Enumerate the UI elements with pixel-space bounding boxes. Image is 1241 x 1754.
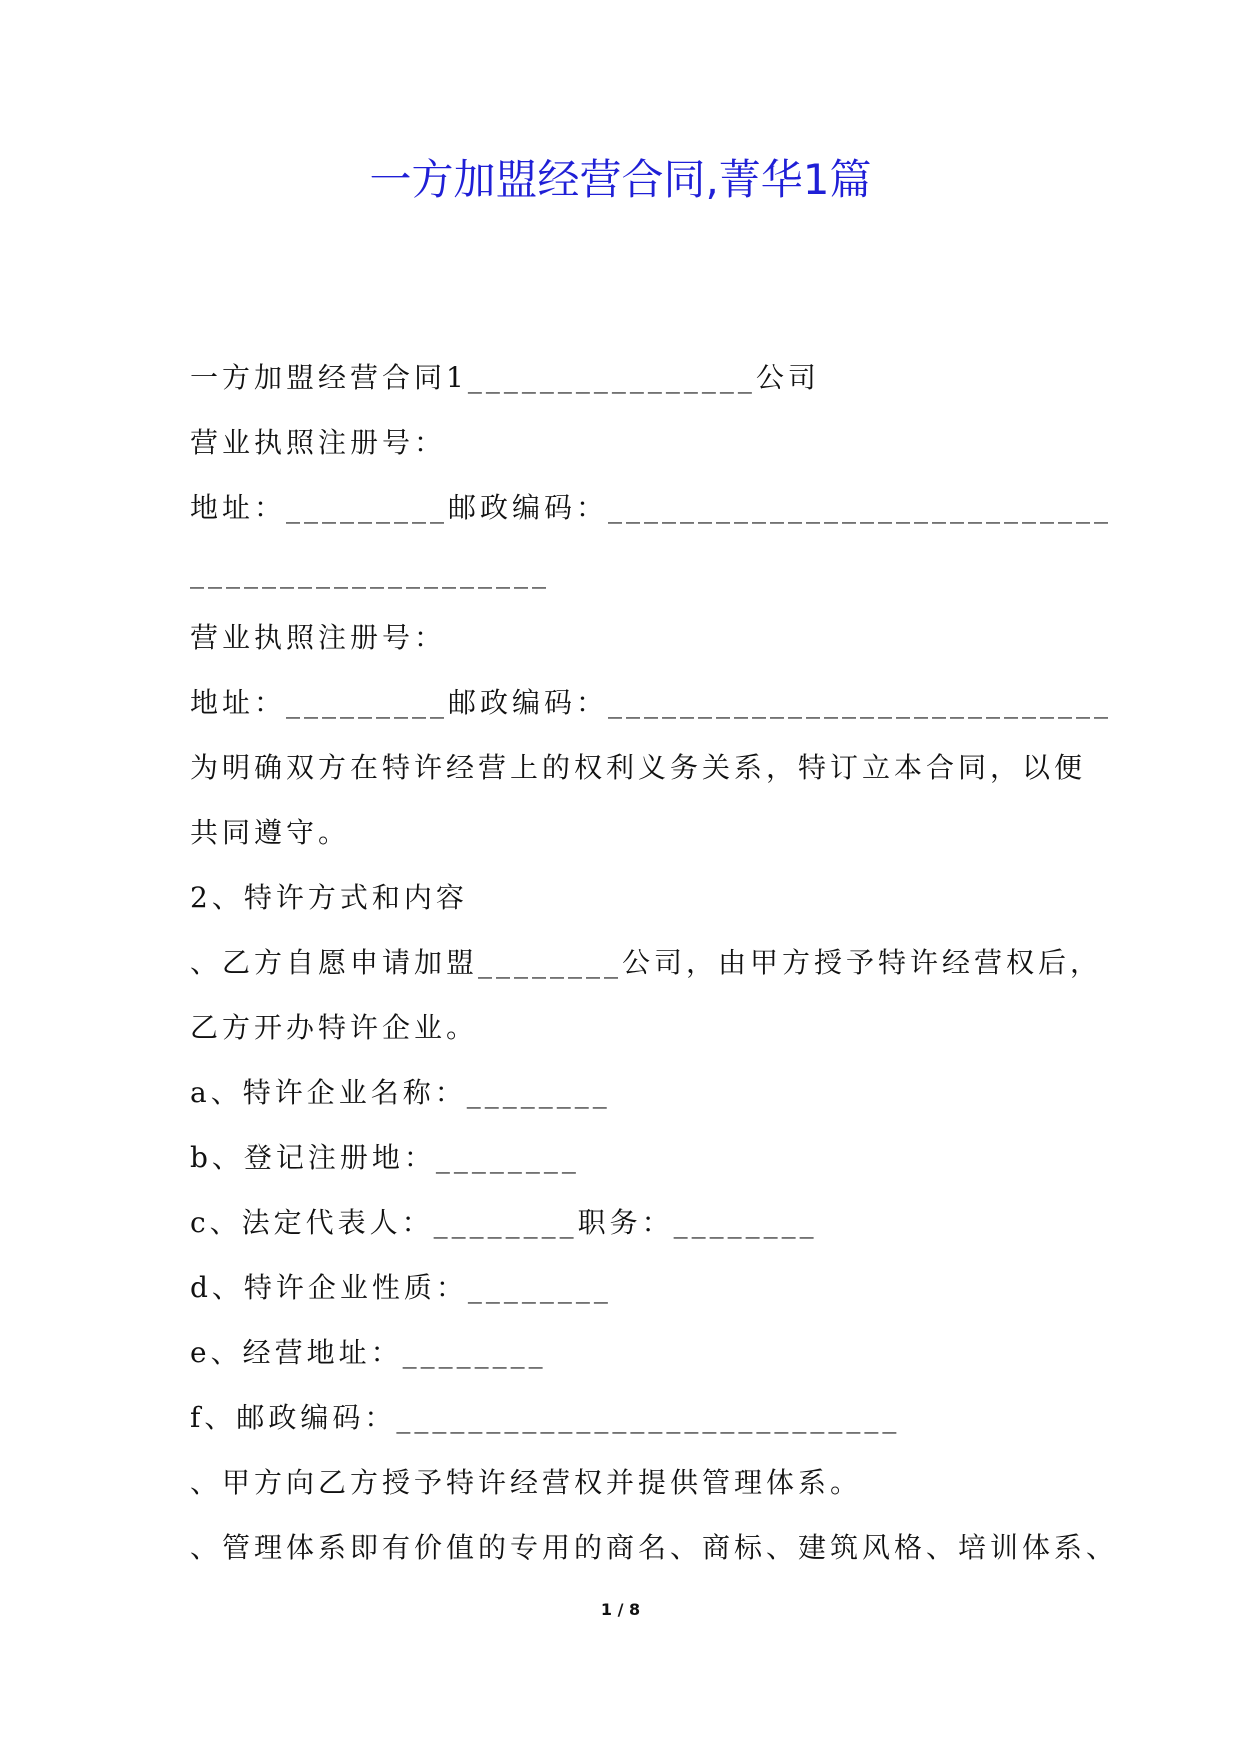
text-line-14: c、法定代表人：________职务：________ [190, 1206, 818, 1239]
text-line-17: f、邮政编码：____________________________ [190, 1401, 901, 1434]
text-line-13: b、登记注册地：________ [190, 1141, 580, 1174]
text-line-19: 、管理体系即有价值的专用的商名、商标、建筑风格、培训体系、 [190, 1531, 1119, 1564]
text-line-3: 地址：_________邮政编码：____________________________ [190, 491, 1113, 524]
text-line-6: 地址：_________邮政编码：____________________________ [190, 686, 1113, 719]
text-line-4: ____________________ [190, 556, 550, 589]
text-line-9: 2、特许方式和内容 [190, 881, 468, 914]
document-title: 一方加盟经营合同,菁华1篇 [369, 155, 872, 204]
page-number: 1 / 8 [600, 1600, 641, 1619]
text-line-5: 营业执照注册号： [190, 621, 447, 654]
text-line-15: d、特许企业性质：________ [190, 1271, 612, 1304]
text-line-1: 一方加盟经营合同1________________公司 [190, 361, 820, 394]
text-line-16: e、经营地址：________ [190, 1336, 547, 1369]
text-line-11: 乙方开办特许企业。 [190, 1011, 479, 1044]
text-line-8: 共同遵守。 [190, 816, 351, 849]
text-line-12: a、特许企业名称：________ [190, 1076, 611, 1109]
text-line-7: 为明确双方在特许经营上的权利义务关系，特订立本合同，以便 [190, 751, 1087, 784]
text-line-18: 、甲方向乙方授予特许经营权并提供管理体系。 [190, 1466, 863, 1499]
text-line-2: 营业执照注册号： [190, 426, 447, 459]
text-line-10: 、乙方自愿申请加盟________公司，由甲方授予特许经营权后， [190, 946, 1103, 979]
